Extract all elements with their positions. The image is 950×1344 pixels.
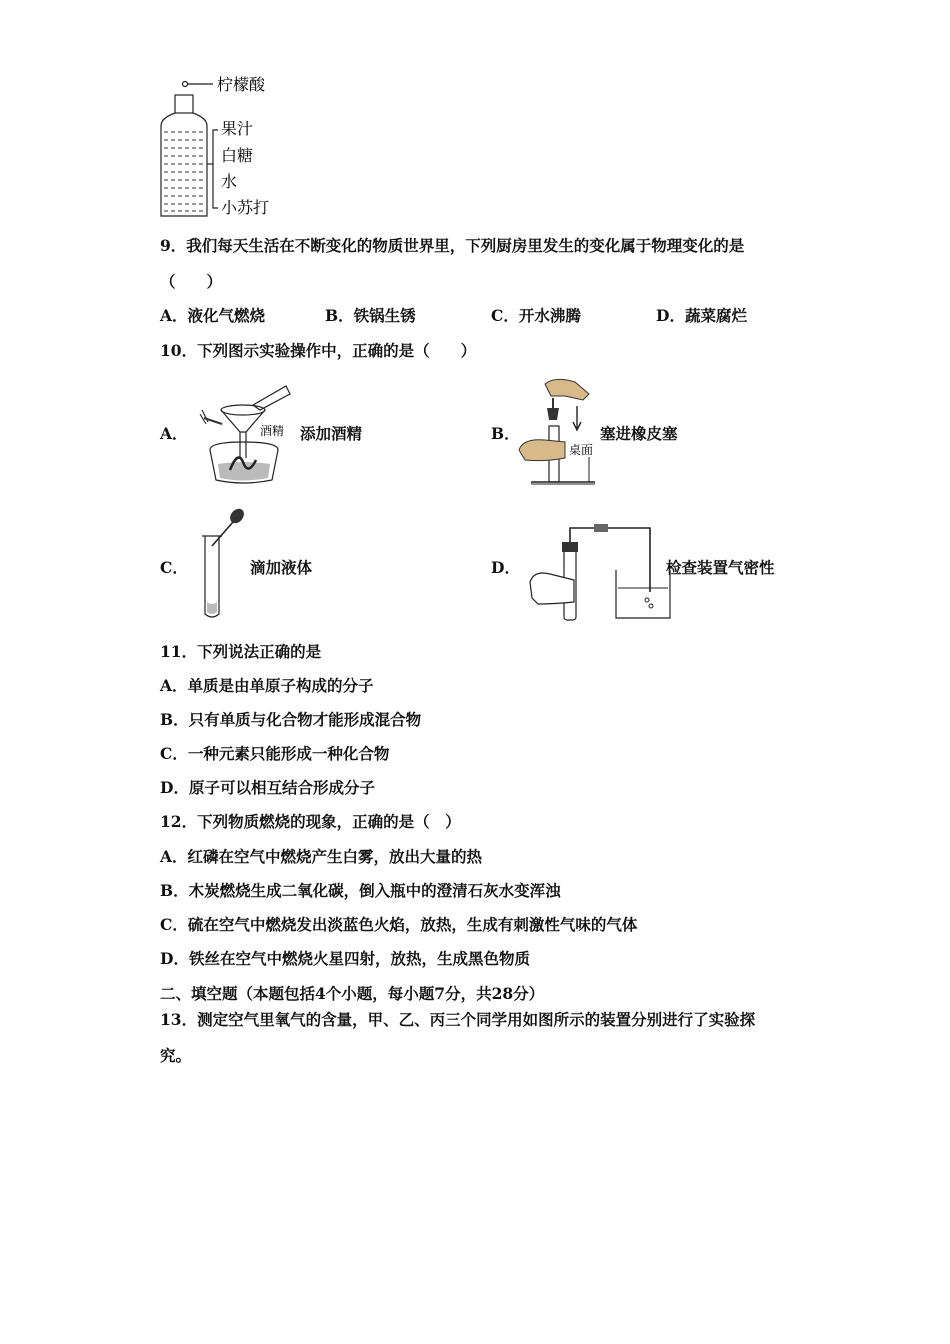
- section-heading: 二、填空题（本题包括4个小题，每小题7分，共28分）: [160, 984, 545, 1003]
- dropper-figure: [195, 506, 255, 621]
- bottle-label-water: 水: [221, 172, 238, 191]
- q9-option-d: D．蔬菜腐烂: [656, 306, 747, 325]
- q12-option-a: A．红磷在空气中燃烧产生白雾，放出大量的热: [160, 847, 483, 866]
- bottle-label-juice: 果汁: [221, 119, 254, 138]
- q10-option-a-caption: 添加酒精: [300, 424, 363, 443]
- q12-stem: 12．下列物质燃烧的现象，正确的是（ ）: [160, 812, 461, 831]
- alcohol-label: 酒精: [260, 424, 285, 438]
- q10-option-b-letter: B．: [491, 424, 520, 443]
- bottle-label-soda: 小苏打: [221, 198, 270, 217]
- desk-label: 桌面: [569, 443, 594, 457]
- q12-option-c: C．硫在空气中燃烧发出淡蓝色火焰，放热，生成有刺激性气味的气体: [160, 915, 638, 934]
- q9-option-b: B．铁锅生锈: [325, 306, 416, 325]
- q9-option-c: C．开水沸腾: [491, 306, 581, 325]
- q10-stem: 10．下列图示实验操作中，正确的是（ ）: [160, 341, 477, 360]
- q12-option-b: B．木炭燃烧生成二氧化碳，倒入瓶中的澄清石灰水变浑浊: [160, 881, 561, 900]
- q12-option-d: D．铁丝在空气中燃烧火星四射，放热，生成黑色物质: [160, 949, 530, 968]
- bottle-top-label: 柠檬酸: [217, 75, 266, 94]
- q10-option-a-letter: A．: [160, 424, 188, 443]
- q10-option-c-caption: 滴加液体: [250, 558, 313, 577]
- bottle-label-sugar: 白糖: [221, 146, 254, 165]
- q10-option-d-letter: D．: [491, 558, 520, 577]
- q13-stem-line1: 13．测定空气里氧气的含量，甲、乙、丙三个同学用如图所示的装置分别进行了实验探: [160, 1010, 756, 1029]
- q9-option-a: A．液化气燃烧: [160, 306, 266, 325]
- q9-stem: 9．我们每天生活在不断变化的物质世界里，下列厨房里发生的变化属于物理变化的是: [160, 236, 745, 255]
- bottle-figure: [155, 74, 285, 224]
- q11-stem: 11．下列说法正确的是: [160, 642, 322, 661]
- q11-option-a: A．单质是由单原子构成的分子: [160, 676, 374, 695]
- q10-option-b-caption: 塞进橡皮塞: [600, 424, 678, 443]
- q11-option-b: B．只有单质与化合物才能形成混合物: [160, 710, 422, 729]
- q11-option-c: C．一种元素只能形成一种化合物: [160, 744, 390, 763]
- q10-option-c-letter: C．: [160, 558, 188, 577]
- q11-option-d: D．原子可以相互结合形成分子: [160, 778, 375, 797]
- q9-paren: （ ）: [160, 272, 223, 291]
- airtight-check-figure: [528, 522, 668, 622]
- q13-stem-line2: 究。: [160, 1046, 192, 1065]
- q10-option-d-caption: 检查装置气密性: [666, 558, 775, 577]
- alcohol-lamp-figure: [198, 380, 298, 490]
